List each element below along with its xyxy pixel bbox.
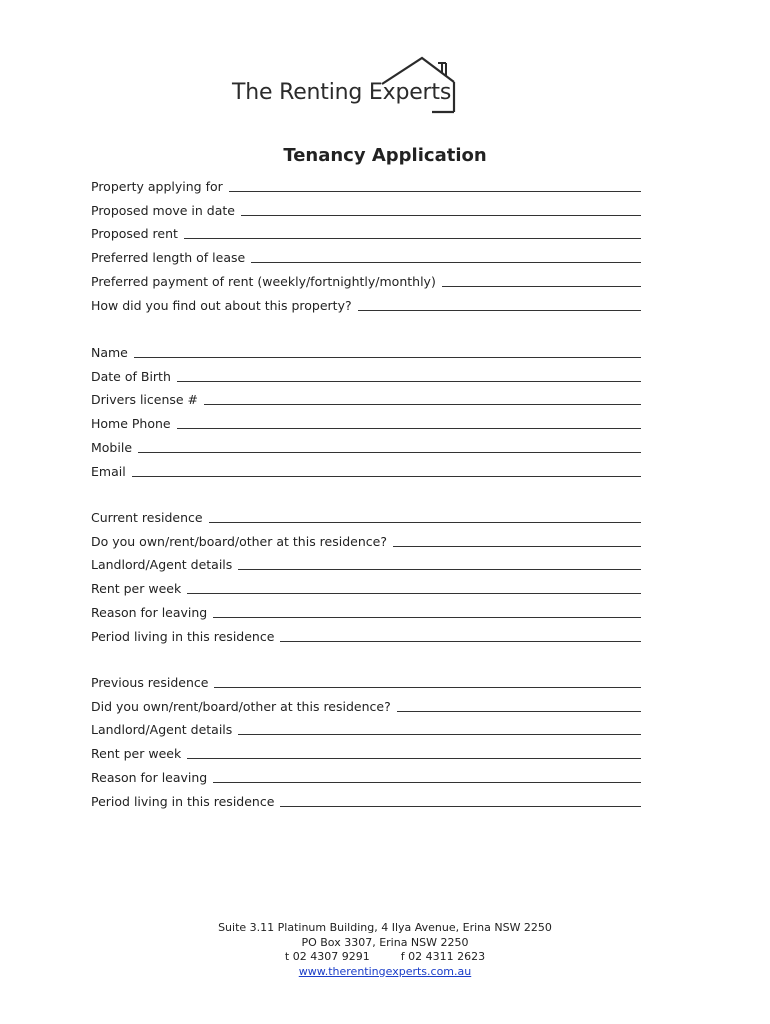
field-label: Date of Birth: [91, 368, 171, 384]
field-label: Home Phone: [91, 416, 171, 432]
field-label: Proposed rent: [91, 226, 178, 242]
form-field-row: [91, 435, 641, 455]
field-entry-line[interactable]: [238, 722, 641, 735]
form-field-row: [91, 221, 641, 241]
field-label: Property applying for: [91, 179, 223, 194]
company-logo: [232, 54, 462, 114]
form-field-row: [91, 576, 641, 596]
field-entry-line[interactable]: [187, 746, 641, 759]
form-field-row: [91, 340, 641, 360]
field-entry-line[interactable]: [213, 605, 641, 618]
field-entry-line[interactable]: [397, 699, 641, 712]
page-title: Tenancy Application: [283, 145, 487, 166]
form-field-row: [91, 717, 641, 737]
field-label: Period living in this residence: [91, 793, 275, 809]
form-field-row: [91, 174, 641, 194]
form-field-row: [91, 552, 641, 572]
field-entry-line[interactable]: [393, 534, 641, 547]
form-field-row: [91, 245, 641, 265]
field-entry-line[interactable]: [209, 510, 641, 523]
form-field-row: [91, 765, 641, 785]
form-field-row: [91, 293, 641, 313]
field-label: Period living in this residence: [91, 628, 275, 644]
field-label: Reason for leaving: [91, 769, 208, 785]
form-field-row: [91, 670, 641, 690]
field-label: Current residence: [91, 510, 203, 525]
form-field-row: [91, 505, 641, 525]
field-entry-line[interactable]: [229, 179, 641, 192]
field-entry-line[interactable]: [280, 794, 641, 807]
field-label: Rent per week: [91, 746, 182, 762]
field-entry-line[interactable]: [132, 464, 641, 477]
field-label: Mobile: [91, 439, 133, 455]
field-entry-line[interactable]: [214, 675, 641, 688]
field-entry-line[interactable]: [280, 629, 641, 642]
field-label: Name: [91, 345, 128, 360]
field-entry-line[interactable]: [241, 203, 641, 216]
form-field-row: [91, 529, 641, 549]
field-label: Did you own/rent/board/other at this residence?: [91, 698, 391, 714]
field-label: Preferred length of lease: [91, 250, 246, 266]
footer-phone: t 02 4307 9291: [284, 950, 370, 963]
field-label: Rent per week: [91, 581, 182, 597]
form-field-row: [91, 387, 641, 407]
field-entry-line[interactable]: [187, 581, 641, 594]
form-field-row: [91, 600, 641, 620]
field-entry-line[interactable]: [177, 416, 641, 429]
footer-contact: [0, 950, 770, 965]
form-field-row: [91, 459, 641, 479]
field-label: Landlord/Agent details: [91, 722, 233, 738]
field-label: Do you own/rent/board/other at this residence?: [91, 533, 387, 549]
form-field-row: [91, 741, 641, 761]
field-label: Previous residence: [91, 675, 209, 690]
field-entry-line[interactable]: [204, 392, 641, 405]
footer-fax: f 02 4311 2623: [400, 950, 486, 963]
field-entry-line[interactable]: [251, 250, 641, 263]
field-label: Email: [91, 463, 126, 479]
field-label: Drivers license #: [91, 392, 199, 408]
field-entry-line[interactable]: [358, 298, 641, 311]
footer-po-box: PO Box 3307, Erina NSW 2250: [301, 935, 469, 949]
form-field-row: [91, 364, 641, 384]
field-label: Preferred payment of rent (weekly/fortnightly/monthly): [91, 273, 436, 289]
field-entry-line[interactable]: [442, 274, 641, 287]
form-field-row: [91, 694, 641, 714]
field-label: Landlord/Agent details: [91, 557, 233, 573]
form-field-row: [91, 411, 641, 431]
field-label: How did you find out about this property?: [91, 297, 352, 313]
form-field-row: [91, 789, 641, 809]
logo-text: The Renting Experts: [232, 80, 452, 105]
form-field-row: [91, 624, 641, 644]
footer-website-link[interactable]: www.therentingexperts.com.au: [298, 964, 472, 978]
field-label: Proposed move in date: [91, 202, 235, 218]
form-field-row: [91, 198, 641, 218]
field-entry-line[interactable]: [138, 440, 641, 453]
field-entry-line[interactable]: [238, 557, 641, 570]
footer: [0, 921, 770, 979]
field-entry-line[interactable]: [213, 770, 641, 783]
form-field-row: [91, 269, 641, 289]
field-entry-line[interactable]: [177, 369, 641, 382]
field-entry-line[interactable]: [134, 345, 641, 358]
field-label: Reason for leaving: [91, 604, 208, 620]
footer-address: Suite 3.11 Platinum Building, 4 Ilya Avenue, Erina NSW 2250: [218, 921, 552, 934]
field-entry-line[interactable]: [184, 226, 641, 239]
